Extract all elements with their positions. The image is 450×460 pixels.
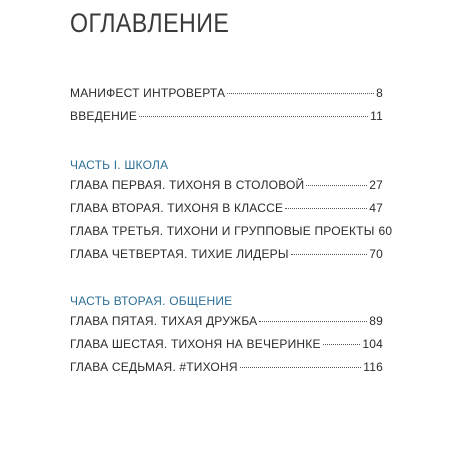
toc-entry[interactable] (70, 105, 383, 128)
dot-leader (227, 93, 374, 94)
dot-leader (306, 185, 367, 186)
dot-leader (291, 254, 368, 255)
dot-leader (259, 321, 367, 322)
toc-entry-label: ГЛАВА ШЕСТАЯ. ТИХОНЯ НА ВЕЧЕРИНКЕ (70, 337, 321, 351)
dot-leader (323, 344, 361, 345)
dot-leader (285, 208, 367, 209)
dot-leader (139, 116, 368, 117)
part-title: ЧАСТЬ ВТОРАЯ. ОБЩЕНИЕ (70, 294, 233, 308)
toc-entry-label: ВВЕДЕНИЕ (70, 109, 138, 123)
toc-entry-page: 89 (369, 314, 383, 328)
toc-entry[interactable] (70, 174, 383, 197)
toc-entry-label: ГЛАВА ПЕРВАЯ. ТИХОНЯ В СТОЛОВОЙ (70, 178, 305, 192)
toc-entry[interactable] (70, 356, 383, 379)
toc-entry-page: 116 (363, 360, 383, 374)
toc-entry[interactable] (70, 82, 383, 105)
part-two-section (70, 292, 383, 379)
toc-entry-page: 8 (376, 86, 383, 100)
toc-entry[interactable] (70, 197, 383, 220)
toc-entry-label: ГЛАВА ВТОРАЯ. ТИХОНЯ В КЛАССЕ (70, 201, 284, 215)
toc-entry[interactable] (70, 310, 383, 333)
page-title: ОГЛАВЛЕНИЕ (70, 8, 230, 38)
toc-entry-page: 70 (369, 247, 383, 261)
part-title: ЧАСТЬ I. ШКОЛА (70, 158, 169, 172)
dot-leader (240, 367, 362, 368)
toc-entry[interactable] (70, 220, 393, 243)
toc-entry-page: 11 (370, 109, 383, 123)
toc-entry-label: ГЛАВА ПЯТАЯ. ТИХАЯ ДРУЖБА (70, 314, 258, 328)
toc-entry-page: 47 (369, 201, 383, 215)
toc-entry-page: 104 (362, 337, 383, 351)
front-matter-section (70, 82, 383, 128)
toc-entry-page: 60 (378, 224, 393, 238)
toc-entry-label: МАНИФЕСТ ИНТРОВЕРТА (70, 86, 226, 100)
toc-entry-label: ГЛАВА ЧЕТВЕРТАЯ. ТИХИЕ ЛИДЕРЫ (70, 247, 289, 261)
part-one-section (70, 156, 393, 266)
toc-entry-page: 27 (369, 178, 383, 192)
toc-entry[interactable] (70, 333, 383, 356)
toc-entry[interactable] (70, 243, 383, 266)
toc-entry-label: ГЛАВА ТРЕТЬЯ. ТИХОНИ И ГРУППОВЫЕ ПРОЕКТЫ (70, 224, 375, 238)
toc-entry-label: ГЛАВА СЕДЬМАЯ. #ТИХОНЯ (70, 360, 238, 374)
